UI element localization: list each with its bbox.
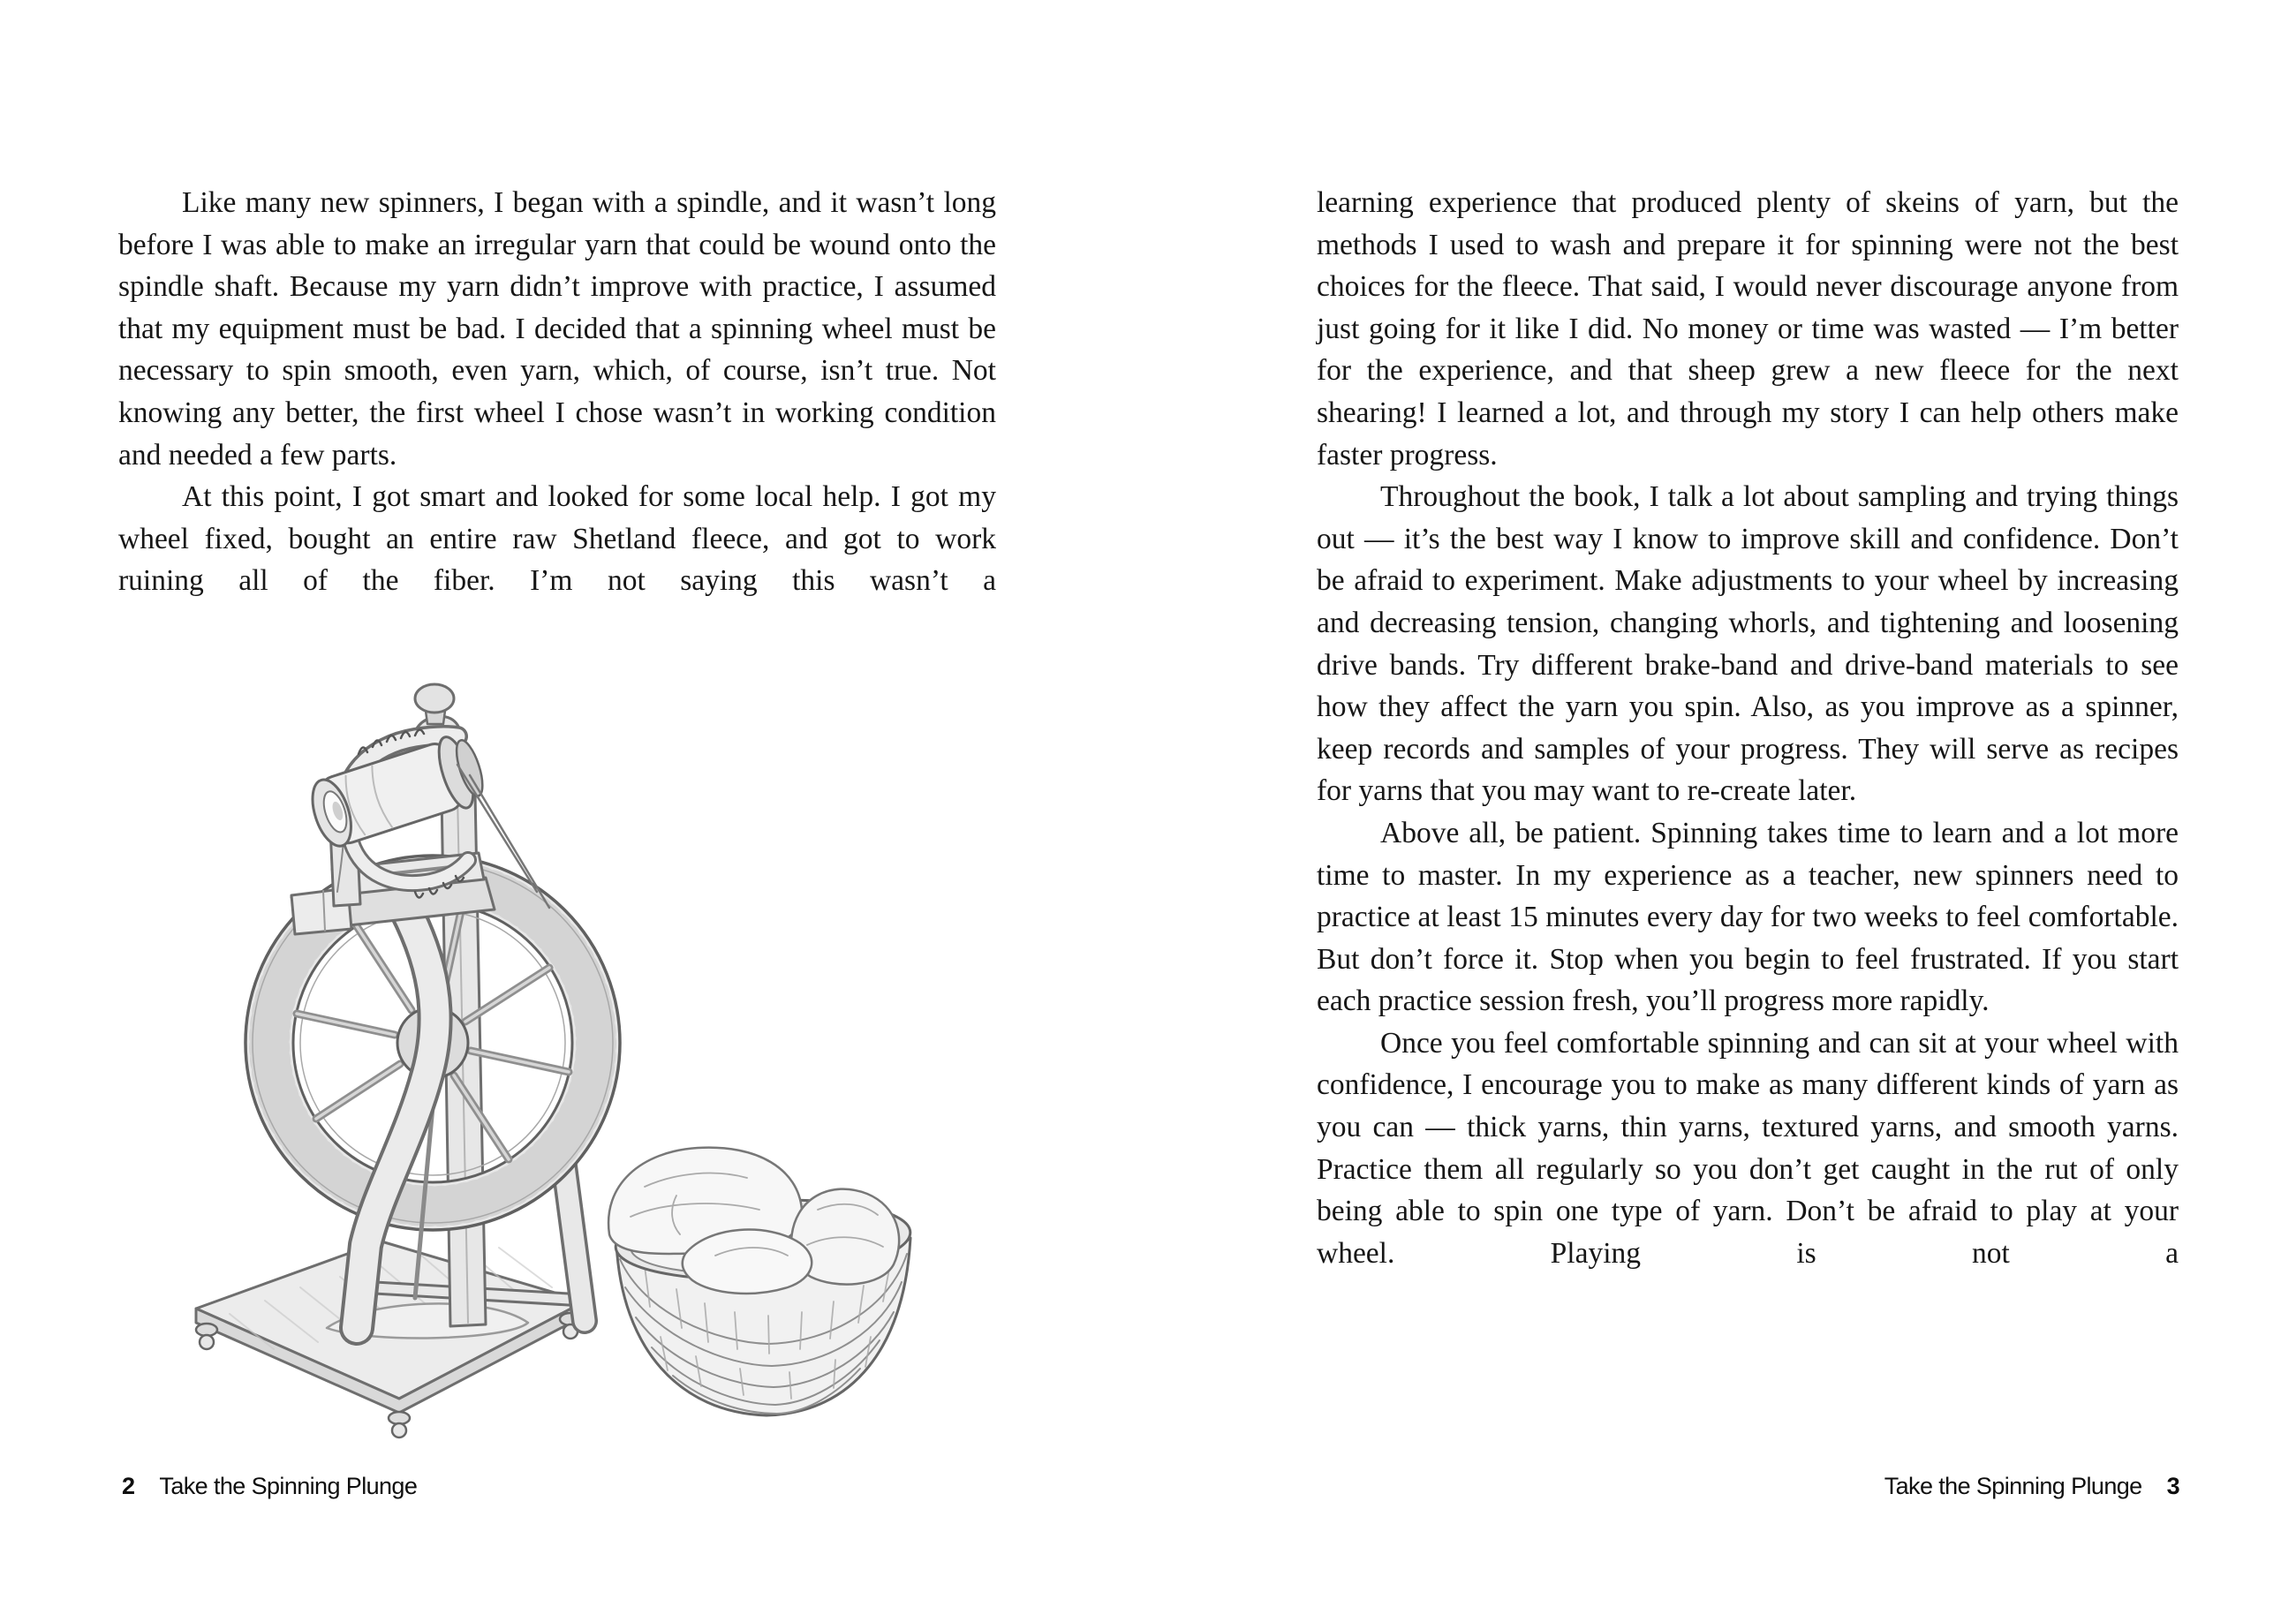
- right-text-column: [1317, 182, 2179, 1274]
- paragraph: learning experience that produced plenty of skeins of yarn, but the methods I used to wash and prepare it for spinning were not the best choices for the fleece. That said, I would never discourage anyone from just going for it like I did. No money or time was wasted — I’m better for the experience, and that sheep grew a new fleece for the next shearing! I learned a lot, and through my story I can help others make faster progress.: [1317, 186, 2179, 472]
- paragraph: Throughout the book, I talk a lot about sampling and trying things out — it’s the best way I know to improve skill and confidence. Don’t be afraid to experiment. Make adjustments to your wheel by increasing and decreasing tension, changing whorls, and tightening and loosening drive bands. Try different brake-band and drive-band materials to see how they affect the yarn you spin. Also, as you improve as a spinner, keep records and samples of your progress. They will serve as recipes for yarns that you may want to re-create later.: [1317, 480, 2179, 808]
- paragraph: Once you feel comfortable spinning and can sit at your wheel with confidence, I encourage you to make as many different kinds of yarn as you can — thick yarns, thin yarns, textured yarns, and smooth yarns. Practice them all regularly so you don’t get caught in the rut of only being able to spin one type of yarn. Don’t be afraid to play at your wheel. Playing is not a: [1317, 1026, 2179, 1270]
- right-footer: [1884, 1473, 2179, 1500]
- page-number: 3: [2166, 1473, 2179, 1499]
- chapter-title: Take the Spinning Plunge: [159, 1473, 418, 1499]
- chapter-title: Take the Spinning Plunge: [1884, 1473, 2142, 1499]
- left-footer: [122, 1473, 417, 1500]
- left-text-column: [118, 182, 996, 602]
- paragraph: At this point, I got smart and looked for some local help. I got my wheel fixed, bought an entire raw Shetland fleece, and got to work ruining all of the fiber. I’m not saying this wasn’t a: [118, 480, 996, 598]
- fiber-basket-drawing: [608, 1148, 912, 1415]
- paragraph: Like many new spinners, I began with a spindle, and it wasn’t long before I was able to make an irregular yarn that could be wound onto the spindle shaft. Because my yarn didn’t improve with practice, I assumed that my equipment must be bad. I decided that a spinning wheel must be necessary to spin smooth, even yarn, which, of course, isn’t true. Not knowing any better, the first wheel I chose wasn’t in working condition and needed a few parts.: [118, 186, 996, 472]
- page-number: 2: [122, 1473, 135, 1499]
- paragraph: Above all, be patient. Spinning takes time to learn and a lot more time to master. In my experience as a teacher, new spinners need to practice at least 15 minutes every day for two weeks to feel comfortable. But don’t force it. Stop when you begin to feel frustrated. If you start each practice session fresh, you’ll progress more rapidly.: [1317, 816, 2179, 1018]
- spinning-wheel-illustration: [150, 669, 980, 1446]
- spinning-wheel-drawing: [196, 684, 620, 1437]
